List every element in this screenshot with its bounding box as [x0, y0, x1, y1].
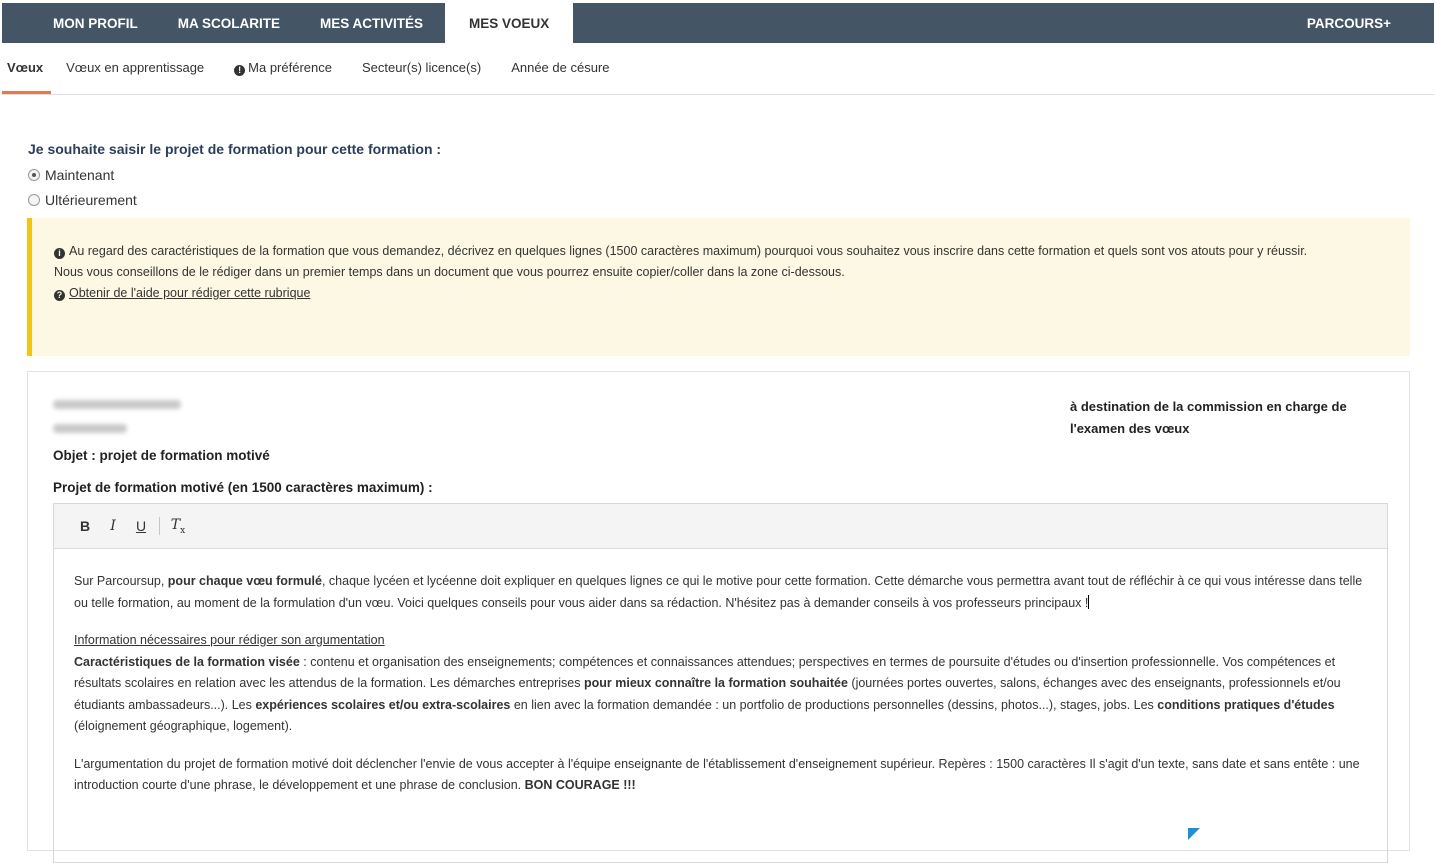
radio-option-maintenant[interactable] — [28, 167, 114, 183]
info-notice — [27, 218, 1410, 356]
italic-button[interactable]: I — [110, 518, 116, 534]
subtab-voeux[interactable]: Vœux — [2, 44, 51, 94]
letter-destination — [1070, 396, 1390, 440]
p2-bold-c: pour mieux connaître la formation souhaitée — [584, 676, 848, 690]
dest-line-1: à destination de la commission en charge de — [1070, 399, 1347, 414]
top-navigation — [2, 3, 1434, 43]
subtab-ma-preference[interactable] — [219, 44, 347, 94]
p3-bold: BON COURAGE !!! — [524, 778, 636, 792]
subtab-secteurs-licence[interactable]: Secteur(s) licence(s) — [361, 60, 482, 75]
radio-label-maintenant: Maintenant — [45, 167, 115, 183]
p1-bold: pour chaque vœu formulé — [167, 574, 322, 588]
tab-mes-voeux[interactable]: MES VOEUX — [445, 3, 573, 43]
editor-paragraph-1 — [74, 571, 1369, 614]
p1-text-a: Sur Parcoursup, — [74, 574, 168, 588]
p2-text-f: en lien avec la formation demandée : un portfolio de productions personnelles (dessins, photos...), stages, jobs. Les — [510, 697, 1158, 712]
sub-navigation — [2, 44, 1434, 95]
p2-text-h: (éloignement géographique, logement). — [74, 719, 293, 733]
help-icon: ? — [54, 290, 65, 301]
underline-button[interactable]: U — [135, 518, 147, 534]
p1-text-c: , chaque lycéen et lycéenne doit expliquer en quelques lignes ce qui le motive pour cette formation. Cette démarche vous permettra avant tout de réfléchir à ce qui vous intéresse dans telle ou telle formation, au moment de la formulation d'un vœu. Voici quelques conseils pour vous aider dans sa rédaction. N'hésitez pas à demander conseils à vos professeurs principaux ! — [74, 574, 1363, 610]
p2-text-b: : contenu et organisation des enseignements; compétences et connaissances attendues; perspectives en termes de poursuite d'études ou d'insertion professionnelle. Vos compétences et résultats scolaires en relation avec les attendus de la formation. Les démarches entreprises — [74, 654, 1336, 690]
subtab-voeux-apprentissage[interactable]: Vœux en apprentissage — [66, 60, 205, 75]
letter-objet: Objet : projet de formation motivé — [53, 448, 270, 463]
bold-button[interactable]: B — [79, 518, 91, 534]
radio-unchecked-icon[interactable] — [28, 194, 40, 206]
dest-line-2: l'examen des vœux — [1070, 421, 1190, 436]
form-question: Je souhaite saisir le projet de formation pour cette formation : — [28, 141, 442, 157]
toolbar-separator — [159, 517, 160, 535]
editor-paragraph-2 — [74, 630, 1369, 738]
paragraph-gap — [74, 614, 1369, 630]
blurred-id — [53, 424, 127, 433]
rich-text-editor[interactable] — [53, 503, 1388, 863]
tab-ma-scolarite[interactable]: MA SCOLARITE — [177, 15, 280, 31]
editor-toolbar — [54, 504, 1387, 549]
tab-parcours-plus[interactable]: PARCOURS+ — [1306, 15, 1391, 31]
info-icon: i — [54, 248, 65, 259]
letter-panel — [27, 371, 1410, 851]
subtab-ma-preference-label: Ma préférence — [248, 60, 332, 75]
tab-mon-profil[interactable]: MON PROFIL — [53, 15, 138, 31]
clear-format-button[interactable] — [164, 517, 192, 536]
editor-content[interactable] — [54, 549, 1387, 797]
editor-paragraph-3 — [74, 754, 1369, 797]
p2-bold-g: conditions pratiques d'études — [1157, 697, 1335, 712]
radio-checked-icon[interactable] — [28, 169, 40, 181]
blurred-name — [53, 400, 181, 409]
radio-label-ulterieurement: Ultérieurement — [45, 192, 137, 208]
topnav-spacer — [573, 3, 1287, 43]
mouse-pointer-icon — [1188, 828, 1200, 840]
paragraph-gap — [74, 738, 1369, 754]
p2-bold-a: Caractéristiques de la formation visée — [74, 654, 300, 669]
subtab-annee-cesure[interactable]: Année de césure — [511, 60, 610, 75]
clear-format-sub: x — [180, 525, 186, 536]
p2-heading: Information nécessaires pour rédiger son argumentation — [74, 633, 385, 647]
p2-text-d: (journées portes ouvertes, salons, échanges avec des enseignants, professionnels et/ou étudiants ambassadeurs...). Les — [74, 676, 1341, 712]
help-link[interactable]: Obtenir de l'aide pour rédiger cette rubrique — [69, 286, 311, 300]
radio-option-ulterieurement[interactable] — [28, 192, 137, 208]
notice-help — [54, 283, 1385, 304]
info-icon: ! — [234, 65, 245, 76]
text-caret — [1088, 595, 1089, 609]
notice-line-2: Nous vous conseillons de le rédiger dans un premier temps dans un document que vous pourrez ensuite copier/coller dans la zone ci-dessous. — [54, 265, 845, 279]
notice-text-1: Au regard des caractéristiques de la formation que vous demandez, décrivez en quelques lignes (1500 caractères maximum) pourquoi vous souhaitez vous inscrire dans cette formation et quels sont vos atouts pour y réussir. — [69, 244, 1308, 258]
p2-bold-e: expériences scolaires et/ou extra-scolaires — [255, 697, 511, 712]
projet-label: Projet de formation motivé (en 1500 caractères maximum) : — [53, 480, 433, 495]
tab-mes-activites[interactable]: MES ACTIVITÉS — [320, 15, 424, 31]
clear-format-label: T — [170, 516, 181, 533]
notice-line-1 — [54, 241, 1385, 262]
p3-text-a: L'argumentation du projet de formation motivé doit déclencher l'envie de vous accepter à l'équipe enseignante de l'établissement d'enseignement supérieur. Repères : 1500 caractères Il s'agit d'un texte, sans date et sans entête : une introduction courte d'une phrase, le développement et une phrase de conclusion. — [74, 756, 1360, 792]
